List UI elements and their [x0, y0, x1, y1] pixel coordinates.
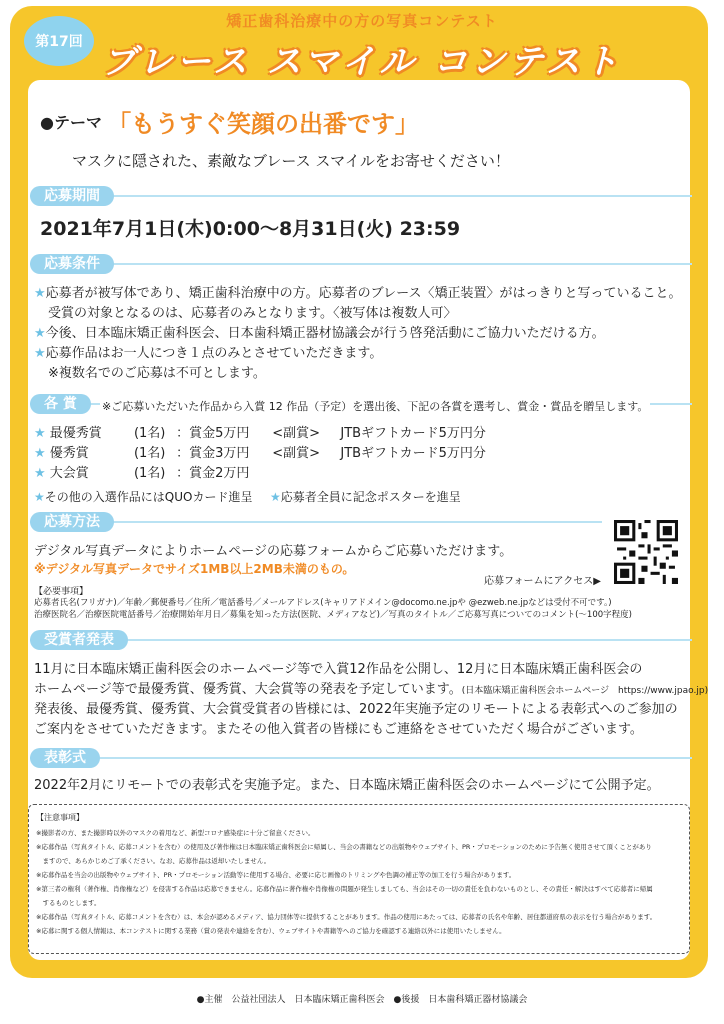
star-icon: ★	[34, 286, 46, 301]
condition-line: ★応募者が被写体であり、矯正歯科治療中の方。応募者のブレース〈矯正装置〉がはっきりと写っていること。	[34, 286, 682, 301]
star-icon: ★	[34, 426, 46, 441]
prize-other-1: ★その他の入選作品にはQUOカード進呈	[34, 490, 253, 504]
prizes-note: ※ご応募いただいた作品から入賞 12 作品（予定）を選出後、下記の各賞を選考し、賞金・賞品を贈呈します。	[102, 400, 649, 413]
notes-line: するものとします。	[36, 899, 101, 907]
edition-badge: 第17回	[24, 16, 94, 66]
section-rule	[30, 639, 692, 641]
notes-line: ※撮影者の方、また撮影時以外のマスクの着用など、新型コロナ感染症に十分ご留意ください。	[36, 829, 315, 837]
section-rule	[30, 263, 692, 265]
prize-other-2: ★応募者全員に記念ポスターを進呈	[270, 490, 461, 504]
section-rule	[30, 757, 692, 759]
notes-line: ※第三者の権利（著作権、肖像権など）を侵害する作品は応募できません。応募作品に著作権や肖像権の問題が発生しましても、当会はその一切の責任を負わないものとし、その責任・解決はすべて応募者に帰属	[36, 885, 653, 893]
section-conditions	[30, 254, 692, 274]
section-label: 各 賞	[30, 394, 91, 414]
section-label: 受賞者発表	[30, 630, 128, 650]
star-icon: ★	[34, 446, 46, 461]
star-icon: ★	[34, 346, 46, 361]
star-icon: ★	[34, 490, 45, 504]
section-period	[30, 186, 692, 206]
period-dates: 2021年7月1日(木)0:00〜8月31日(火) 23:59	[40, 218, 461, 240]
method-size-note: ※デジタル写真データでサイズ1MB以上2MB未満のもの。	[34, 562, 355, 576]
section-method	[30, 512, 692, 532]
notes-line: ※応募に関する個人情報は、本コンテストに関する業務（賞の発表や連絡を含む）、ウェブサイトや書籍等へのご協力を確認する連絡以外には使用いたしません。	[36, 927, 506, 935]
star-icon: ★	[34, 466, 46, 481]
form-access-link[interactable]: 応募フォームにアクセス▶	[484, 576, 601, 587]
section-rule	[30, 521, 602, 523]
section-label: 応募条件	[30, 254, 114, 274]
section-rule	[30, 195, 692, 197]
notes-line: ※応募作品（写真タイトル、応募コメントを含む）は、本会が認めるメディア、協力団体等に提供することがあります。作品の使用にあたっては、応募者の氏名や年齢、居住都道府県の表示を行う場合があります。	[36, 913, 657, 921]
method-line: デジタル写真データによりホームページの応募フォームからご応募いただけます。	[34, 544, 513, 559]
qr-code-icon[interactable]	[614, 520, 678, 584]
announce-line: ホームページ等で最優秀賞、優秀賞、大会賞等の発表を予定しています。(日本臨床矯正歯科医会ホームページ https://www.jpao.jp)	[34, 682, 709, 697]
condition-line: ★応募作品はお一人につき１点のみとさせていただきます。	[34, 346, 383, 361]
contest-title: ブレース スマイル コンテスト	[102, 42, 622, 82]
theme-row	[40, 104, 419, 139]
notes-line: ※応募作品を当会の出版物やウェブサイト、PR・プロモーション活動等に使用する場合、必要に応じ画像のトリミングや色調の補正等の加工を行う場合があります。	[36, 871, 516, 879]
ceremony-line: 2022年2月にリモートでの表彰式を実施予定。また、日本臨床矯正歯科医会のホームページにて公開予定。	[34, 778, 660, 793]
prize-row: ★ 最優秀賞 (1名) ：賞金5万円 <副賞> JTBギフトカード5万円分	[34, 426, 486, 441]
condition-line: ★今後、日本臨床矯正歯科医会、日本歯科矯正器材協議会が行う啓発活動にご協力いただける方。	[34, 326, 605, 341]
section-announce	[30, 630, 692, 650]
theme-text: 「もうすぐ笑顔の出番です」	[107, 110, 420, 138]
notes-line: ※応募作品（写真タイトル、応募コメントを含む）の使用及び著作権は日本臨床矯正歯科医会に帰属し、当会の書籍などの出版物やウェブサイト、PR・プロモーションのために予告無く使用させて頂くことがあり	[36, 843, 652, 851]
section-label: 表彰式	[30, 748, 100, 768]
section-label: 応募期間	[30, 186, 114, 206]
contest-subtitle: 矯正歯科治療中の方の写真コンテスト	[226, 12, 498, 30]
notes-line: ますので、あらかじめご了承ください。なお、応募作品は返却いたしません。	[36, 857, 271, 865]
requirements-line: 治療医院名／治療医院電話番号／治療開始年月日／募集を知った方法(医院、メディアなど)／写真のタイトル／ご応募写真についてのコメント(〜100字程度)	[34, 610, 632, 620]
footer-organizers: ●主催 公益社団法人 日本臨床矯正歯科医会 ●後援 日本歯科矯正器材協議会	[196, 995, 528, 1005]
star-icon: ★	[270, 490, 281, 504]
requirements-line: 応募者氏名(フリガナ)／年齢／郵便番号／住所／電話番号／メールアドレス(キャリアドメイン@docomo.ne.jpや @ezweb.ne.jpなどは受付不可です。)	[34, 598, 612, 608]
section-ceremony	[30, 748, 692, 768]
star-icon: ★	[34, 326, 46, 341]
announce-line: 11月に日本臨床矯正歯科医会のホームページ等で入賞12作品を公開し、12月に日本臨床矯正歯科医会の	[34, 662, 643, 677]
theme-description: マスクに隠された、素敵なブレース スマイルをお寄せください！	[72, 152, 510, 170]
condition-line: 受賞の対象となるのは、応募者のみとなります。〈被写体は複数人可〉	[48, 306, 457, 321]
announce-line: 発表後、最優秀賞、優秀賞、大会賞受賞者の皆様には、2022年実施予定のリモートによる表彰式へのご参加の	[34, 702, 678, 717]
prize-row: ★ 大会賞 (1名) ：賞金2万円	[34, 466, 250, 481]
theme-prefix: ●テーマ	[40, 113, 102, 132]
notes-title: 【注意事項】	[36, 813, 84, 822]
section-label: 応募方法	[30, 512, 114, 532]
prize-row: ★ 優秀賞 (1名) ：賞金3万円 <副賞> JTBギフトカード5万円分	[34, 446, 486, 461]
condition-line: ※複数名でのご応募は不可とします。	[48, 366, 266, 381]
announce-line: ご案内をさせていただきます。またその他入賞者の皆様にもご連絡をさせていただく場合がございます。	[34, 722, 643, 737]
requirements-title: 【必要事項】	[34, 587, 89, 597]
